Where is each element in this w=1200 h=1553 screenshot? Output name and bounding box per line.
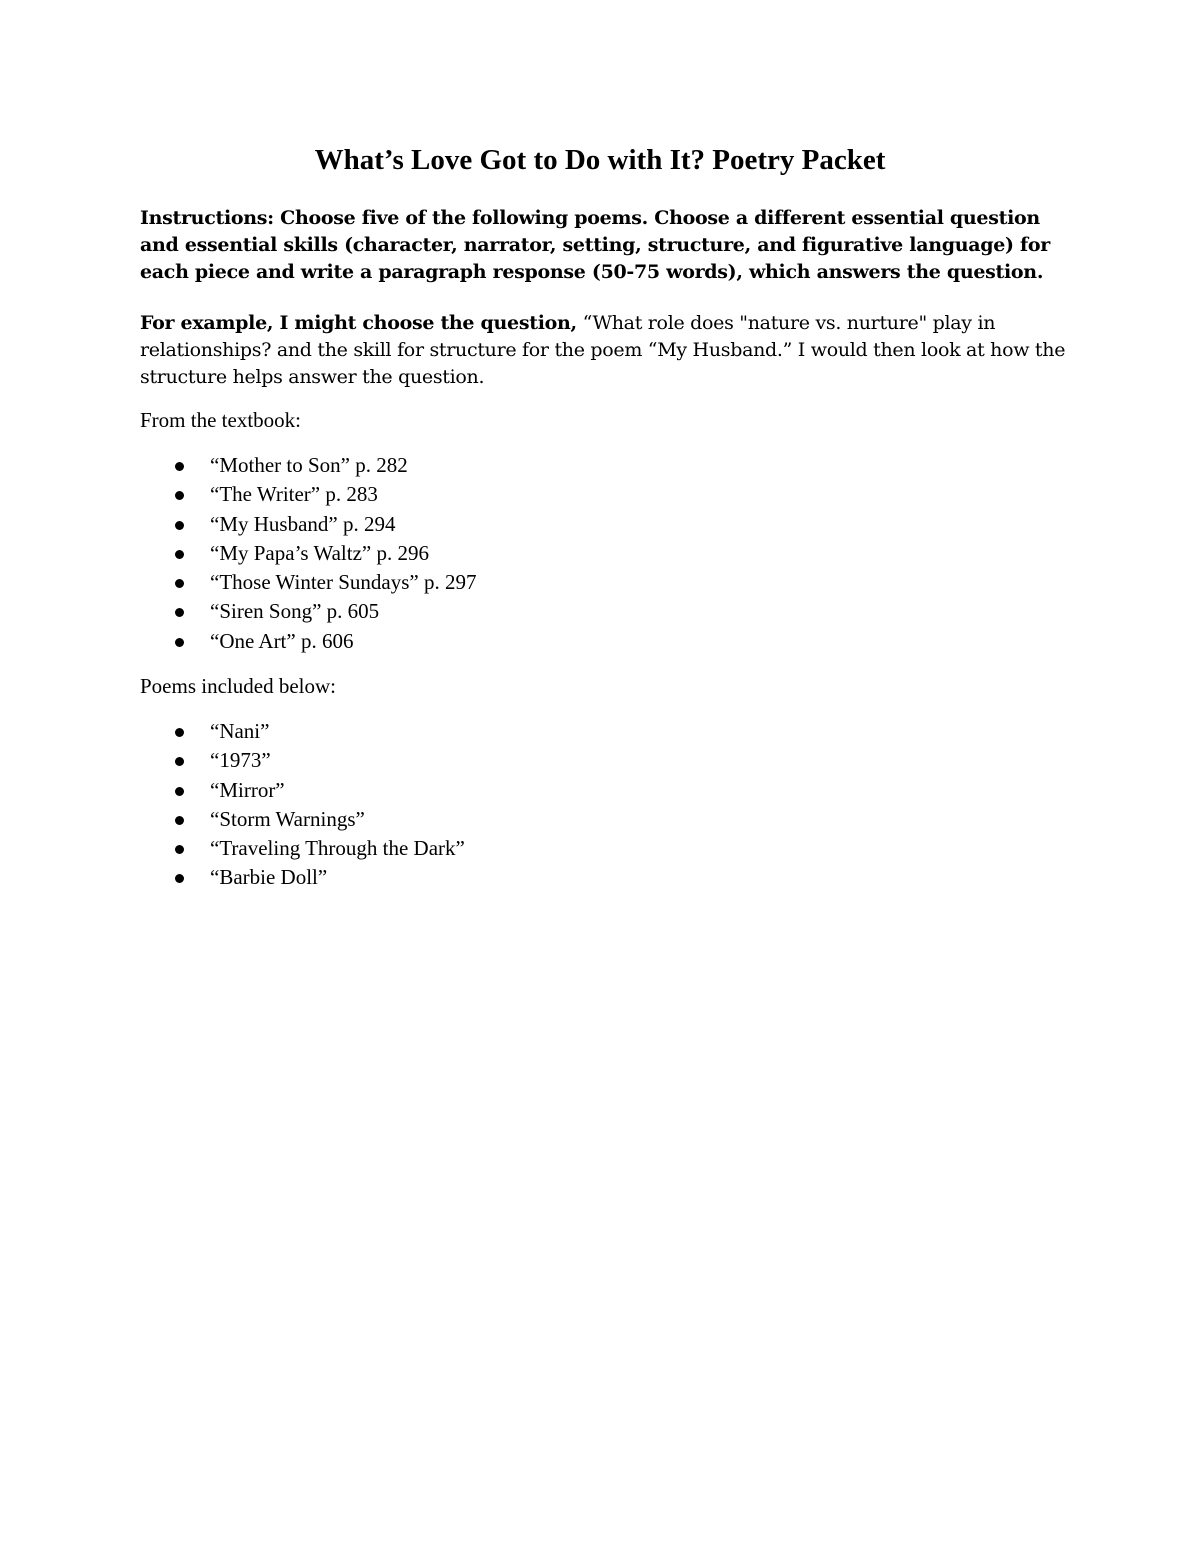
textbook-poem-list <box>140 451 476 656</box>
bullet-icon <box>175 550 184 559</box>
poem-title: “Those Winter Sundays” p. 297 <box>210 570 477 595</box>
poem-title: “1973” <box>210 748 271 773</box>
bullet-icon <box>175 579 184 588</box>
instructions-paragraph: Instructions: Choose five of the following poems. Choose a different essential question and essential skills (character, narrator, setting, structure, and figurative language) for each piece and write a paragraph response (50-75 words), which answers the question. <box>140 207 1050 283</box>
list-item <box>140 717 465 746</box>
list-item <box>140 539 476 568</box>
poem-title: “Mirror” <box>210 777 285 802</box>
list-item <box>140 597 476 626</box>
example-text: “What role does "nature vs. nurture" play in relationships? and the skill for structure for the poem “My Husband.” I would then look at how the structure helps answer the question. <box>140 312 1066 388</box>
poem-title: “Barbie Doll” <box>210 865 328 890</box>
poem-title: “Nani” <box>210 719 270 743</box>
poem-title: “The Writer” p. 283 <box>210 482 378 507</box>
poem-title: “One Art” p. 606 <box>210 628 354 653</box>
bullet-icon <box>175 521 184 530</box>
poem-title: “My Husband” p. 294 <box>210 511 396 536</box>
list-item <box>140 805 465 834</box>
list-item <box>140 510 476 539</box>
bullet-icon <box>175 757 184 766</box>
poem-title: “Traveling Through the Dark” <box>210 836 465 861</box>
bullet-icon <box>175 638 184 647</box>
textbook-section-label: From the textbook: <box>140 408 301 432</box>
list-item <box>140 627 476 656</box>
bullet-icon <box>175 845 184 854</box>
poem-title: “My Papa’s Waltz” p. 296 <box>210 540 429 565</box>
bullet-icon <box>175 608 184 617</box>
poem-title: “Storm Warnings” <box>210 806 365 831</box>
bullet-icon <box>175 462 184 471</box>
poem-title: “Mother to Son” p. 282 <box>210 453 408 477</box>
example-lead: For example, I might choose the question, <box>140 312 577 334</box>
bullet-icon <box>175 816 184 825</box>
list-item <box>140 451 476 480</box>
bullet-icon <box>175 787 184 796</box>
bullet-icon <box>175 728 184 737</box>
poem-title: “Siren Song” p. 605 <box>210 599 380 624</box>
example-paragraph <box>140 310 1070 391</box>
list-item <box>140 776 465 805</box>
included-poem-list <box>140 717 465 893</box>
list-item <box>140 834 465 863</box>
list-item <box>140 480 476 509</box>
list-item <box>140 863 465 892</box>
list-item <box>140 568 476 597</box>
list-item <box>140 746 465 775</box>
included-section-label: Poems included below: <box>140 674 336 698</box>
bullet-icon <box>175 874 184 883</box>
bullet-icon <box>175 491 184 500</box>
document-title: What’s Love Got to Do with It? Poetry Packet <box>314 144 886 176</box>
